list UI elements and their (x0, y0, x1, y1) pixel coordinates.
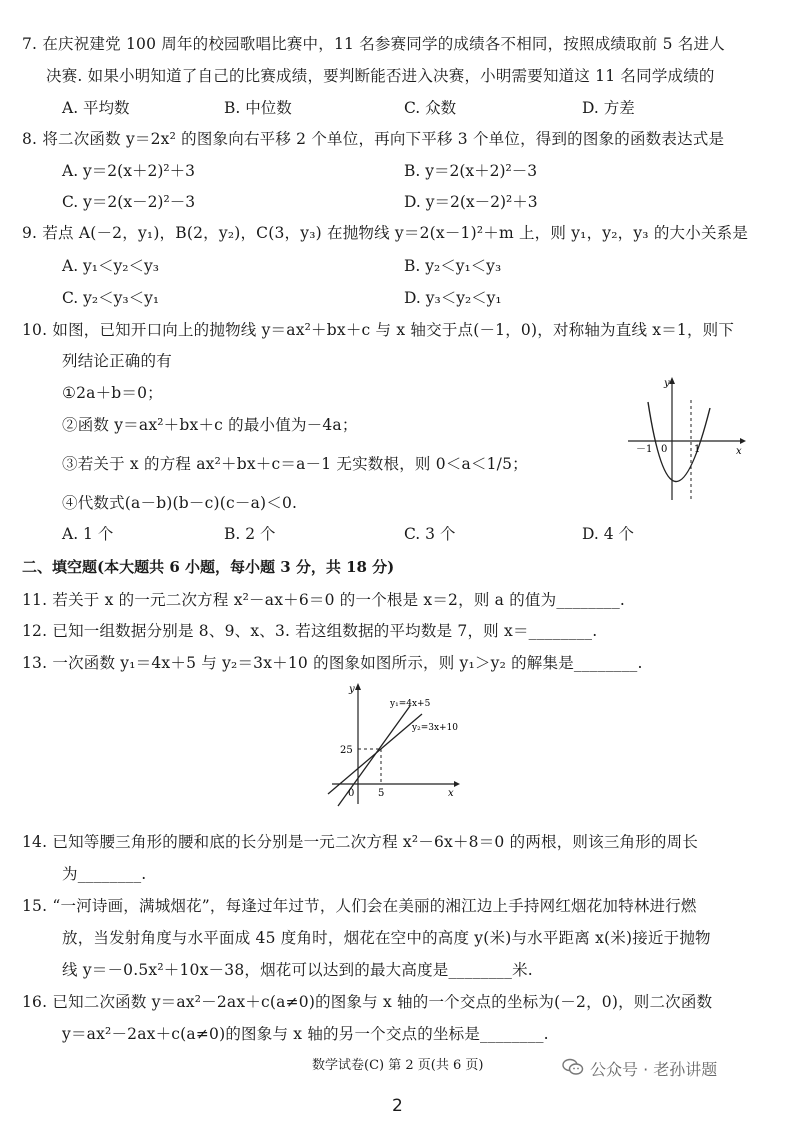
q15-line3: 线 y＝－0.5x²＋10x－38，烟花可以达到的最大高度是________米. (62, 961, 533, 979)
q15-line1: 15. “一河诗画，满城烟花”，每逢过年过节，人们会在美丽的湘江边上手持网红烟花加特林进行燃 (22, 897, 697, 915)
q15-line2: 放，当发射角度与水平面成 45 度角时，烟花在空中的高度 y(米)与水平距离 x(米)接近于抛物 (62, 929, 711, 947)
section-fill-in-title: 二、填空题(本大题共 6 小题，每小题 3 分，共 18 分) (22, 558, 395, 576)
q7-option-c: C. 众数 (404, 99, 457, 117)
watermark-text: 公众号 · 老孙讲题 (590, 1060, 718, 1079)
q13-linear-graph (324, 678, 474, 808)
q10-y-label: y (664, 378, 670, 389)
q13-x-arrow-icon (454, 781, 460, 787)
wechat-icon (562, 1058, 584, 1076)
page-number: 2 (392, 1096, 403, 1116)
q13-y-arrow-icon (355, 683, 361, 690)
q10-line2: 列结论正确的有 (62, 352, 172, 370)
q9-option-a: A. y₁＜y₂＜y₃ (62, 257, 159, 275)
q10-line1: 10. 如图，已知开口向上的抛物线 y＝ax²＋bx＋c 与 x 轴交于点(－1，0)，对称轴为直线 x＝1，则下 (22, 321, 735, 339)
q16-line1: 16. 已知二次函数 y＝ax²－2ax＋c(a≠0)的图象与 x 轴的一个交点的坐标为(－2，0)，则二次函数 (22, 993, 713, 1011)
q10-option-c: C. 3 个 (404, 525, 456, 543)
q14-line2: 为________. (62, 865, 147, 883)
q8-option-c: C. y＝2(x－2)²－3 (62, 193, 196, 211)
q10-origin-label: 0 (661, 444, 668, 455)
q7-option-d: D. 方差 (582, 99, 635, 117)
q10-one-label: 1 (694, 444, 701, 455)
q13-y-label: y (349, 684, 355, 695)
q13-line-y2-label: y₂=3x+10 (412, 723, 459, 733)
q10-parabola-curve (648, 402, 710, 482)
q10-option-a: A. 1 个 (62, 525, 114, 543)
q10-statement-1: ①2a＋b＝0； (62, 384, 163, 402)
q7-option-b: B. 中位数 (224, 99, 292, 117)
q16-line2: y＝ax²－2ax＋c(a≠0)的图象与 x 轴的另一个交点的坐标是________. (62, 1025, 549, 1043)
q10-x-label: x (736, 446, 742, 457)
q7-line2: 决赛. 如果小明知道了自己的比赛成绩，要判断能否进入决赛，小明需要知道这 11 名同学成绩的 (46, 67, 715, 85)
q10-x-arrow-icon (740, 438, 746, 444)
q8-option-a: A. y＝2(x＋2)²＋3 (62, 162, 195, 180)
q13-line-y1-label: y₁=4x+5 (390, 699, 431, 709)
q10-statement-4: ④代数式(a－b)(b－c)(c－a)＜0. (62, 494, 298, 512)
q8-line1: 8. 将二次函数 y＝2x² 的图象向右平移 2 个单位，再向下平移 3 个单位，得到的图象的函数表达式是 (22, 130, 725, 148)
q10-parabola-graph (628, 372, 748, 504)
q13-text: 13. 一次函数 y₁＝4x＋5 与 y₂＝3x＋10 的图象如图所示，则 y₁＞y₂ 的解集是________. (22, 654, 643, 672)
q9-option-c: C. y₂＜y₃＜y₁ (62, 289, 160, 307)
q9-line1: 9. 若点 A(－2，y₁)，B(2，y₂)，C(3，y₃) 在抛物线 y＝2(x－1)²＋m 上，则 y₁，y₂，y₃ 的大小关系是 (22, 224, 749, 242)
q11-text: 11. 若关于 x 的一元二次方程 x²－ax＋6＝0 的一个根是 x＝2，则 a 的值为________. (22, 591, 626, 609)
q13-x-label: x (448, 788, 454, 799)
q10-y-arrow-icon (669, 377, 675, 384)
q9-option-b: B. y₂＜y₁＜y₃ (404, 257, 502, 275)
q9-option-d: D. y₃＜y₂＜y₁ (404, 289, 502, 307)
q10-option-b: B. 2 个 (224, 525, 276, 543)
page-footer: 数学试卷(C) 第 2 页(共 6 页) (312, 1058, 484, 1073)
q13-label-25: 25 (340, 745, 353, 756)
q10-neg1-label: －1 (636, 444, 653, 455)
q10-statement-2: ②函数 y＝ax²＋bx＋c 的最小值为－4a； (62, 416, 358, 434)
q10-option-d: D. 4 个 (582, 525, 635, 543)
q8-option-b: B. y＝2(x＋2)²－3 (404, 162, 538, 180)
q14-line1: 14. 已知等腰三角形的腰和底的长分别是一元二次方程 x²－6x＋8＝0 的两根，则该三角形的周长 (22, 833, 699, 851)
q13-origin-label: 0 (348, 788, 355, 799)
q8-option-d: D. y＝2(x－2)²＋3 (404, 193, 538, 211)
q7-option-a: A. 平均数 (62, 99, 130, 117)
q12-text: 12. 已知一组数据分别是 8、9、x、3. 若这组数据的平均数是 7，则 x＝________. (22, 622, 598, 640)
q7-line1: 7. 在庆祝建党 100 周年的校园歌唱比赛中，11 名参赛同学的成绩各不相同，按照成绩取前 5 名进人 (22, 35, 725, 53)
q13-label-5: 5 (378, 788, 385, 799)
q10-statement-3: ③若关于 x 的方程 ax²＋bx＋c＝a－1 无实数根，则 0＜a＜1/5； (62, 455, 528, 473)
